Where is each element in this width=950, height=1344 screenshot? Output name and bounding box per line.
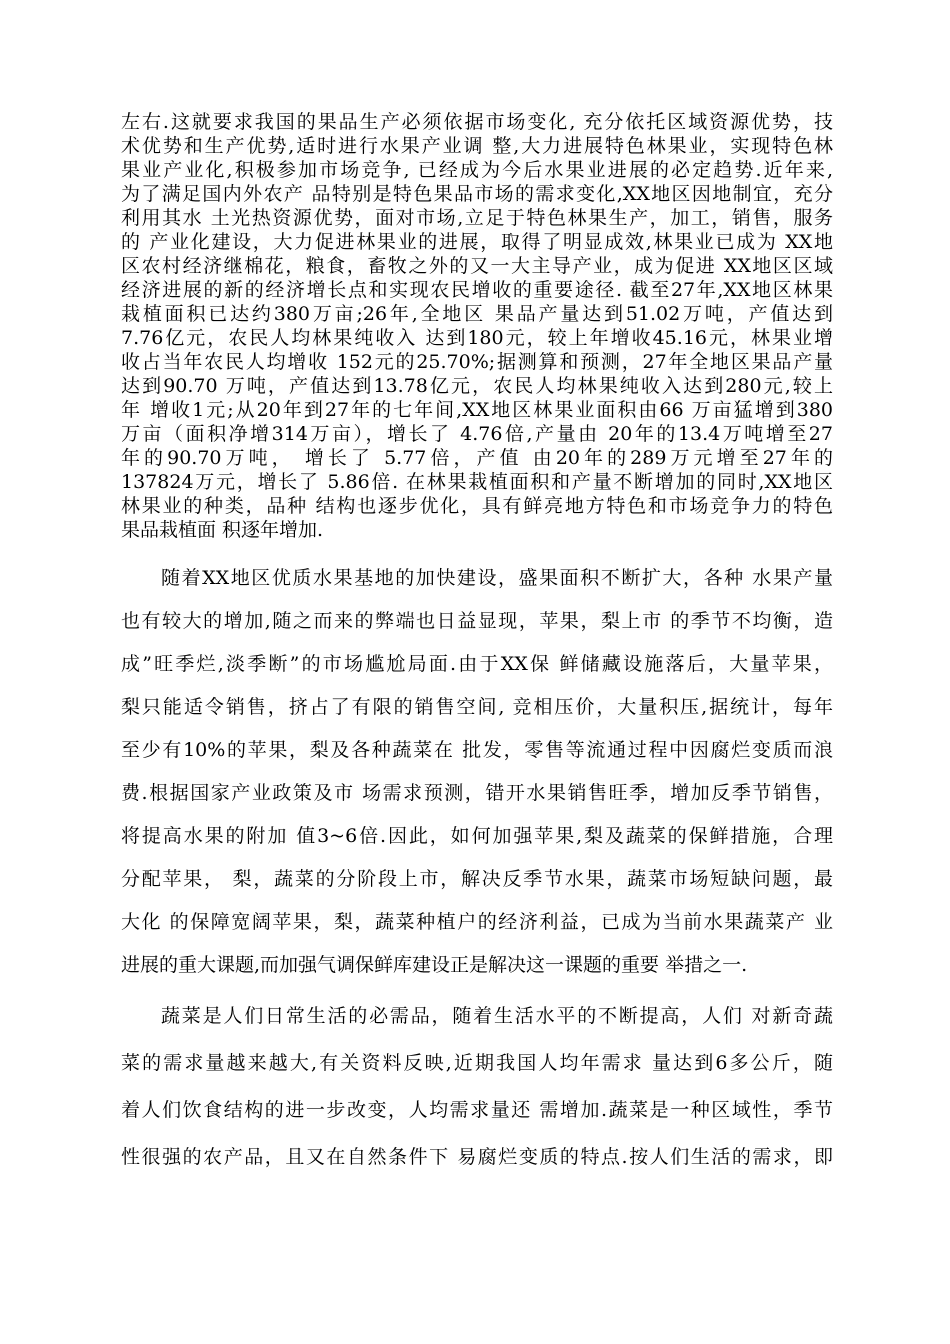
text-line: 收占当年农民人均增收 152元的25.70%;据测算和预测，27年全地区果品产量 xyxy=(121,351,833,373)
text-line: 经济进展的新的经济增长点和实现农民增收的重要途径. 截至27年,XX地区林果 xyxy=(121,279,833,301)
text-line: 区农村经济继棉花，粮食，畜牧之外的又一大主导产业，成为促进 XX地区区域 xyxy=(121,255,833,277)
text-line: 年的90.70万吨， 增长了 5.77倍，产值 由20年的289万元增至27年的 xyxy=(121,447,833,469)
text-line: 137824万元，增长了 5.86倍. 在林果栽植面积和产量不断增加的同时,XX地区 xyxy=(121,471,833,493)
text-line: 术优势和生产优势,适时进行水果产业调 整,大力进展特色林果业，实现特色林 xyxy=(121,135,833,157)
text-line: 万亩（面积净增314万亩），增长了 4.76倍,产量由 20年的13.4万吨增至27 xyxy=(121,423,833,445)
text-line: 大化 的保障宽阔苹果，梨，蔬菜种植户的经济利益，已成为当前水果蔬菜产 业 xyxy=(121,911,833,933)
text-line: 进展的重大课题,而加强气调保鲜库建设正是解决这一课题的重要 举措之一. xyxy=(121,954,748,976)
text-line: 至少有10%的苹果，梨及各种蔬菜在 批发，零售等流通过程中因腐烂变质而浪 xyxy=(121,739,833,761)
text-line: 林果业的种类，品种 结构也逐步优化，具有鲜亮地方特色和市场竞争力的特色 xyxy=(121,495,833,517)
text-line: 左右.这就要求我国的果品生产必须依据市场变化, 充分依托区域资源优势，技 xyxy=(121,111,833,133)
text-line: 果品栽植面 积逐年增加. xyxy=(121,519,324,541)
text-line: 的 产业化建设，大力促进林果业的进展，取得了明显成效,林果业已成为 XX地 xyxy=(121,231,833,253)
text-line: 成”旺季烂,淡季断”的市场尴尬局面.由于XX保 鲜储藏设施落后，大量苹果， xyxy=(121,653,833,675)
text-line: 也有较大的增加,随之而来的弊端也日益显现，苹果，梨上市 的季节不均衡，造 xyxy=(121,610,833,632)
text-line: 将提高水果的附加 值3~6倍.因此，如何加强苹果,梨及蔬菜的保鲜措施，合理 xyxy=(121,825,833,847)
text-line: 果业产业化,积极参加市场竞争, 已经成为今后水果业进展的必定趋势.近年来, xyxy=(121,159,833,181)
text-line: 性很强的农产品，且又在自然条件下 易腐烂变质的特点.按人们生活的需求，即 xyxy=(121,1146,833,1168)
text-line: 菜的需求量越来越大,有关资料反映,近期我国人均年需求 量达到6多公斤，随 xyxy=(121,1052,833,1074)
text-line: 达到90.70 万吨，产值达到13.78亿元，农民人均林果纯收入达到280元,较上 xyxy=(121,375,833,397)
text-line: 蔬菜是人们日常生活的必需品，随着生活水平的不断提高，人们 对新奇蔬 xyxy=(161,1005,833,1027)
text-line: 着人们饮食结构的进一步改变，人均需求量还 需增加.蔬菜是一种区域性，季节 xyxy=(121,1099,833,1121)
text-line: 栽植面积已达约380万亩;26年,全地区 果品产量达到51.02万吨，产值达到 xyxy=(121,303,833,325)
text-line: 利用其水 土光热资源优势，面对市场,立足于特色林果生产，加工，销售，服务 xyxy=(121,207,833,229)
text-line: 梨只能适令销售，挤占了有限的销售空间, 竞相压价，大量积压,据统计，每年 xyxy=(121,696,833,718)
text-line: 费.根据国家产业政策及市 场需求预测，错开水果销售旺季，增加反季节销售， xyxy=(121,782,833,804)
text-line: 7.76亿元，农民人均林果纯收入 达到180元，较上年增收45.16元，林果业增 xyxy=(121,327,833,349)
text-line: 分配苹果， 梨，蔬菜的分阶段上市，解决反季节水果，蔬菜市场短缺问题，最 xyxy=(121,868,833,890)
text-line: 年 增收1元;从20年到27年的七年间,XX地区林果业面积由66 万亩猛增到380 xyxy=(121,399,833,421)
text-line: 为了满足国内外农产 品特别是特色果品市场的需求变化,XX地区因地制宜，充分 xyxy=(121,183,833,205)
text-line: 随着XX地区优质水果基地的加快建设，盛果面积不断扩大，各种 水果产量 xyxy=(161,567,833,589)
